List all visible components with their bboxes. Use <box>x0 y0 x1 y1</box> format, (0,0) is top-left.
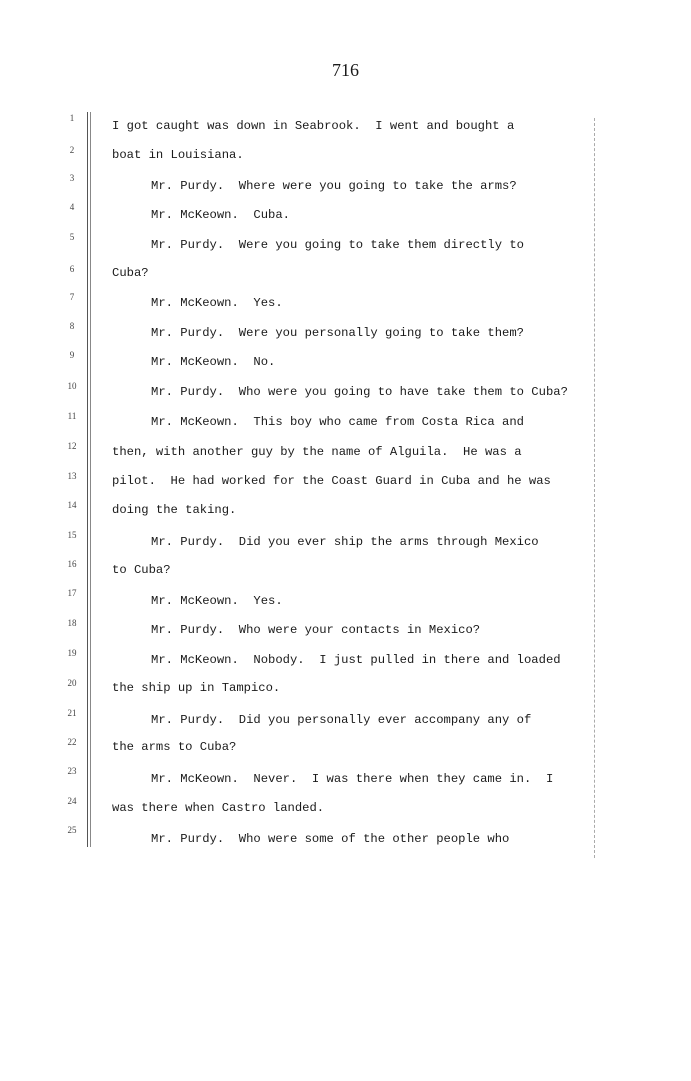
line-number: 3 <box>69 173 75 183</box>
line-number: 10 <box>67 381 77 391</box>
transcript-line: Mr. McKeown. No. <box>151 355 276 369</box>
line-number: 6 <box>69 264 75 274</box>
line-number: 19 <box>67 648 77 658</box>
transcript-line: Mr. Purdy. Were you going to take them directly to <box>151 238 524 252</box>
transcript-line: then, with another guy by the name of Alguila. He was a <box>112 445 522 459</box>
transcript-line: was there when Castro landed. <box>112 801 325 815</box>
line-number: 16 <box>67 559 77 569</box>
line-number: 23 <box>67 766 77 776</box>
line-number: 24 <box>67 796 77 806</box>
line-number: 13 <box>67 471 77 481</box>
line-number: 7 <box>69 292 75 302</box>
line-number: 17 <box>67 588 77 598</box>
transcript-line: the arms to Cuba? <box>112 740 237 754</box>
right-margin-rule <box>594 118 595 858</box>
transcript-line: Mr. Purdy. Did you ever ship the arms through Mexico <box>151 535 539 549</box>
transcript-line: Mr. Purdy. Who were some of the other people who <box>151 832 510 846</box>
transcript-line: pilot. He had worked for the Coast Guard in Cuba and he was <box>112 474 551 488</box>
transcript-line: Mr. Purdy. Where were you going to take the arms? <box>151 179 517 193</box>
transcript-line: doing the taking. <box>112 503 237 517</box>
line-number: 15 <box>67 530 77 540</box>
left-margin-rule <box>87 112 88 847</box>
transcript-line: Mr. Purdy. Who were your contacts in Mexico? <box>151 623 481 637</box>
line-number: 14 <box>67 500 77 510</box>
line-number: 18 <box>67 618 77 628</box>
transcript-line: Mr. McKeown. Nobody. I just pulled in there and loaded <box>151 653 561 667</box>
transcript-line: boat in Louisiana. <box>112 148 244 162</box>
line-number: 22 <box>67 737 77 747</box>
transcript-line: Mr. Purdy. Were you personally going to take them? <box>151 326 524 340</box>
transcript-line: Mr. McKeown. Cuba. <box>151 208 290 222</box>
transcript-line: the ship up in Tampico. <box>112 681 281 695</box>
line-number: 4 <box>69 202 75 212</box>
line-number: 12 <box>67 441 77 451</box>
line-number: 25 <box>67 825 77 835</box>
transcript-line: Mr. McKeown. Yes. <box>151 296 283 310</box>
line-number: 20 <box>67 678 77 688</box>
transcript-line: Mr. Purdy. Did you personally ever accompany any of <box>151 713 532 727</box>
line-number: 11 <box>67 411 77 421</box>
line-number: 2 <box>69 145 75 155</box>
line-number: 5 <box>69 232 75 242</box>
left-margin-rule-inner <box>90 112 91 847</box>
line-number: 8 <box>69 321 75 331</box>
line-number: 9 <box>69 350 75 360</box>
page-number: 716 <box>332 60 359 80</box>
transcript-line: Cuba? <box>112 266 149 280</box>
transcript-line: to Cuba? <box>112 563 171 577</box>
line-number: 21 <box>67 708 77 718</box>
transcript-line: I got caught was down in Seabrook. I went and bought a <box>112 119 515 133</box>
transcript-line: Mr. McKeown. Yes. <box>151 594 283 608</box>
transcript-line: Mr. McKeown. Never. I was there when they came in. I <box>151 772 554 786</box>
transcript-line: Mr. McKeown. This boy who came from Costa Rica and <box>151 415 524 429</box>
line-number: 1 <box>69 113 75 123</box>
transcript-line: Mr. Purdy. Who were you going to have take them to Cuba? <box>151 385 568 399</box>
